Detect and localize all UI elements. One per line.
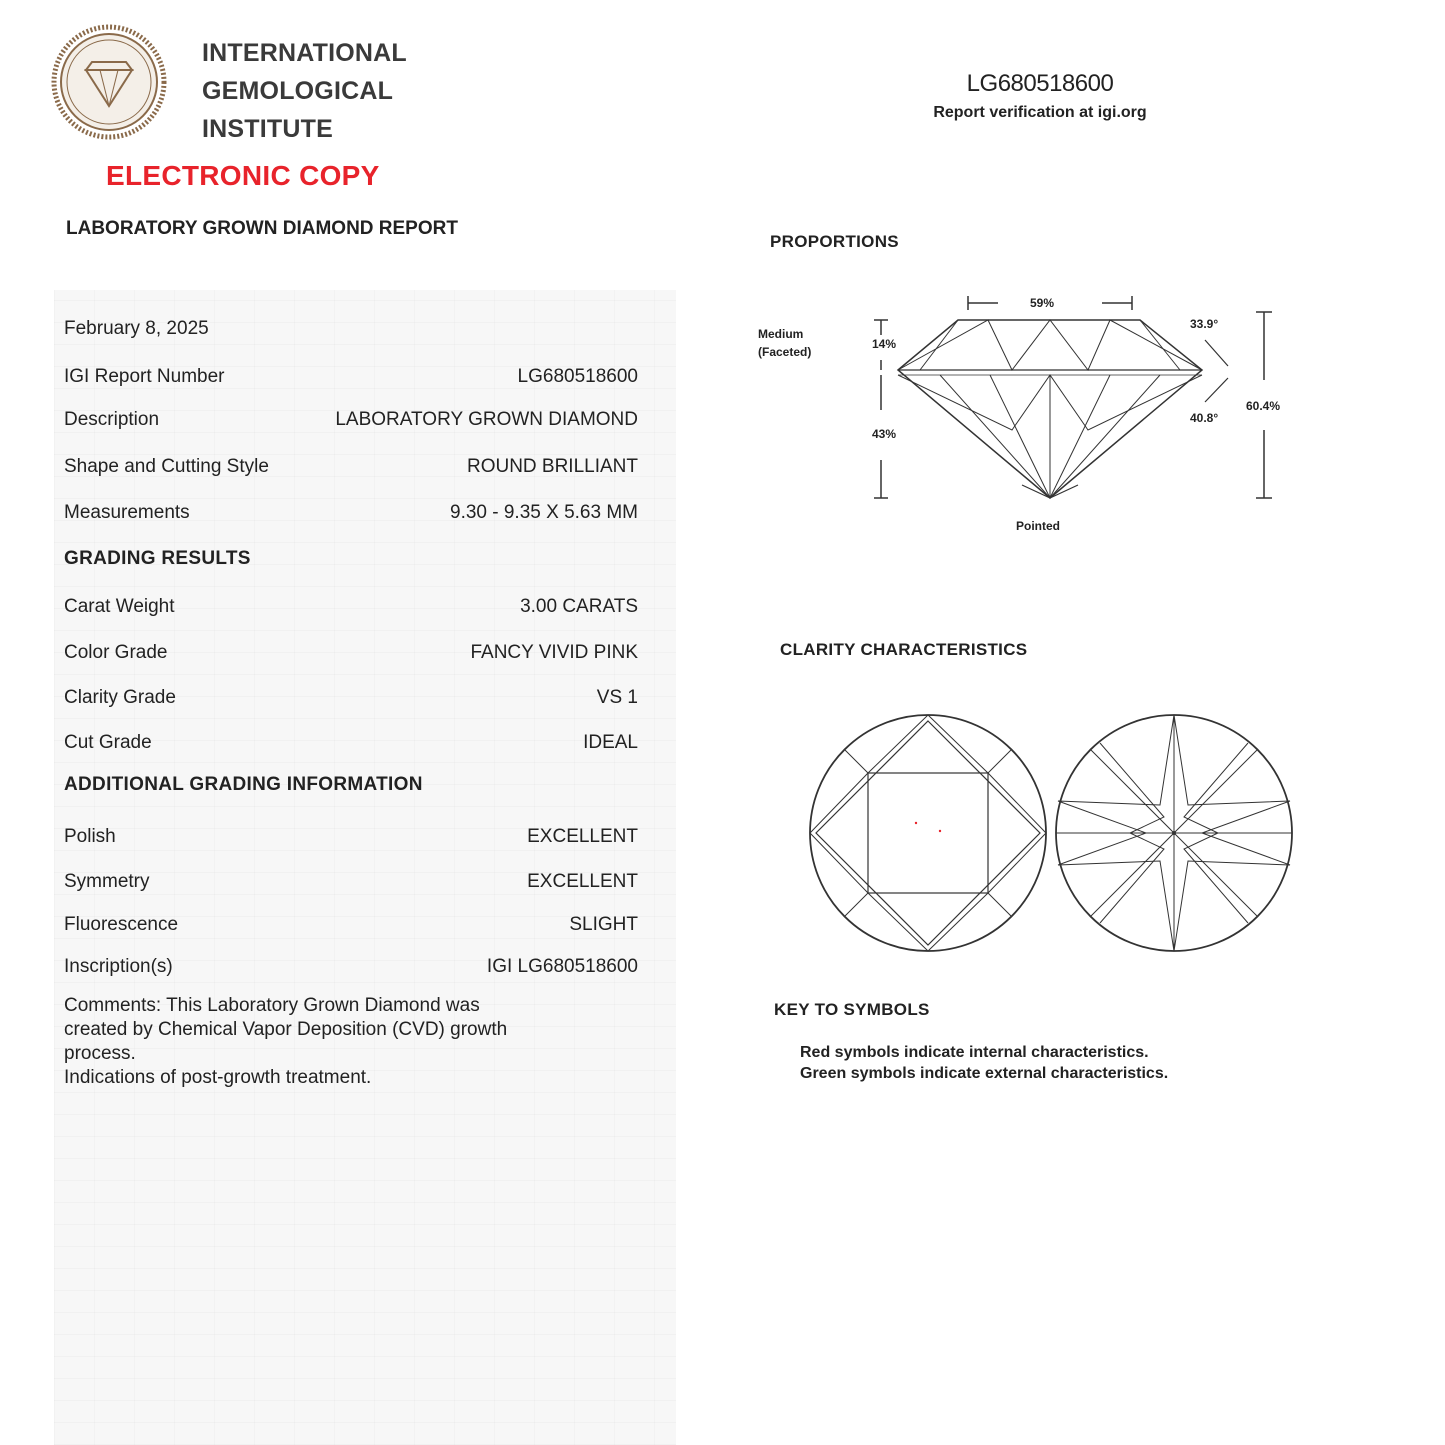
detail-value: 9.30 - 9.35 X 5.63 MM [450,502,638,523]
detail-label: Measurements [64,502,190,523]
additional-value: IGI LG680518600 [486,956,638,977]
additional-value: SLIGHT [569,914,638,935]
grading-value: IDEAL [583,732,638,753]
pavilion-view [1056,715,1292,951]
institute-line-2: GEMOLOGICAL [202,77,394,105]
detail-value: LABORATORY GROWN DIAMOND [335,409,638,430]
grading-value: 3.00 CARATS [520,596,638,617]
additional-row [64,871,638,901]
report-header-right [880,70,1200,122]
additional-label: Inscription(s) [64,956,173,977]
crown-view [810,715,1046,951]
pavilion-depth-percent: 43% [872,427,897,441]
key-description [800,1042,1168,1084]
comment-line: created by Chemical Vapor Deposition (CVD) growth [64,1019,508,1040]
additional-info-heading: ADDITIONAL GRADING INFORMATION [64,774,423,795]
grading-label: Carat Weight [64,596,175,617]
detail-label: IGI Report Number [64,366,225,387]
additional-label: Symmetry [64,871,150,892]
crown-height-percent: 14% [872,337,897,351]
proportions-diagram [750,280,1310,550]
detail-label: Shape and Cutting Style [64,456,269,477]
additional-label: Fluorescence [64,914,179,935]
grading-row [64,596,638,626]
comments-block [64,994,624,1090]
detail-row [64,366,638,396]
detail-label: Description [64,409,160,430]
detail-row [64,409,638,439]
clarity-heading: CLARITY CHARACTERISTICS [780,640,1028,659]
additional-row [64,914,638,944]
electronic-copy-label: ELECTRONIC COPY [106,160,380,191]
institute-name [202,34,407,148]
comment-line: Comments: This Laboratory Grown Diamond was [64,995,480,1016]
total-depth: 60.4% [1246,399,1281,413]
clarity-plot [800,705,1305,960]
proportions-heading: PROPORTIONS [770,232,899,251]
report-date [64,318,638,348]
grading-value: FANCY VIVID PINK [470,642,638,663]
table-percent: 59% [1030,296,1055,310]
grading-value: VS 1 [596,687,638,708]
institute-line-3: INSTITUTE [202,115,333,143]
additional-value: EXCELLENT [527,871,638,892]
crown-angle: 33.9° [1190,317,1219,331]
grading-label: Cut Grade [64,732,152,753]
detail-row [64,456,638,486]
key-line-green: Green symbols indicate external characteristics. [800,1065,1169,1082]
detail-row [64,502,638,532]
girdle-label-1: Medium [758,327,804,341]
girdle-label-2: (Faceted) [758,345,812,359]
grading-row [64,642,638,672]
culet-label: Pointed [1016,519,1060,533]
igi-seal-logo [48,24,170,140]
grading-label: Clarity Grade [64,687,176,708]
grading-results-heading: GRADING RESULTS [64,548,251,569]
verification-link[interactable]: Report verification at igi.org [933,104,1147,121]
detail-value: LG680518600 [517,366,638,387]
institute-line-1: INTERNATIONAL [202,39,407,67]
grading-row [64,732,638,762]
grading-label: Color Grade [64,642,168,663]
pavilion-angle: 40.8° [1190,411,1219,425]
key-line-red: Red symbols indicate internal characteristics. [800,1044,1149,1061]
comment-line: process. [64,1043,136,1064]
report-title: LABORATORY GROWN DIAMOND REPORT [66,218,458,239]
additional-row [64,826,638,856]
report-number: LG680518600 [966,70,1114,97]
additional-value: EXCELLENT [527,826,638,847]
grading-row [64,687,638,717]
additional-label: Polish [64,826,116,847]
additional-row [64,956,638,986]
detail-value: ROUND BRILLIANT [466,456,638,477]
comment-line: Indications of post-growth treatment. [64,1067,372,1088]
key-heading: KEY TO SYMBOLS [774,1000,930,1019]
date-text: February 8, 2025 [64,318,209,339]
